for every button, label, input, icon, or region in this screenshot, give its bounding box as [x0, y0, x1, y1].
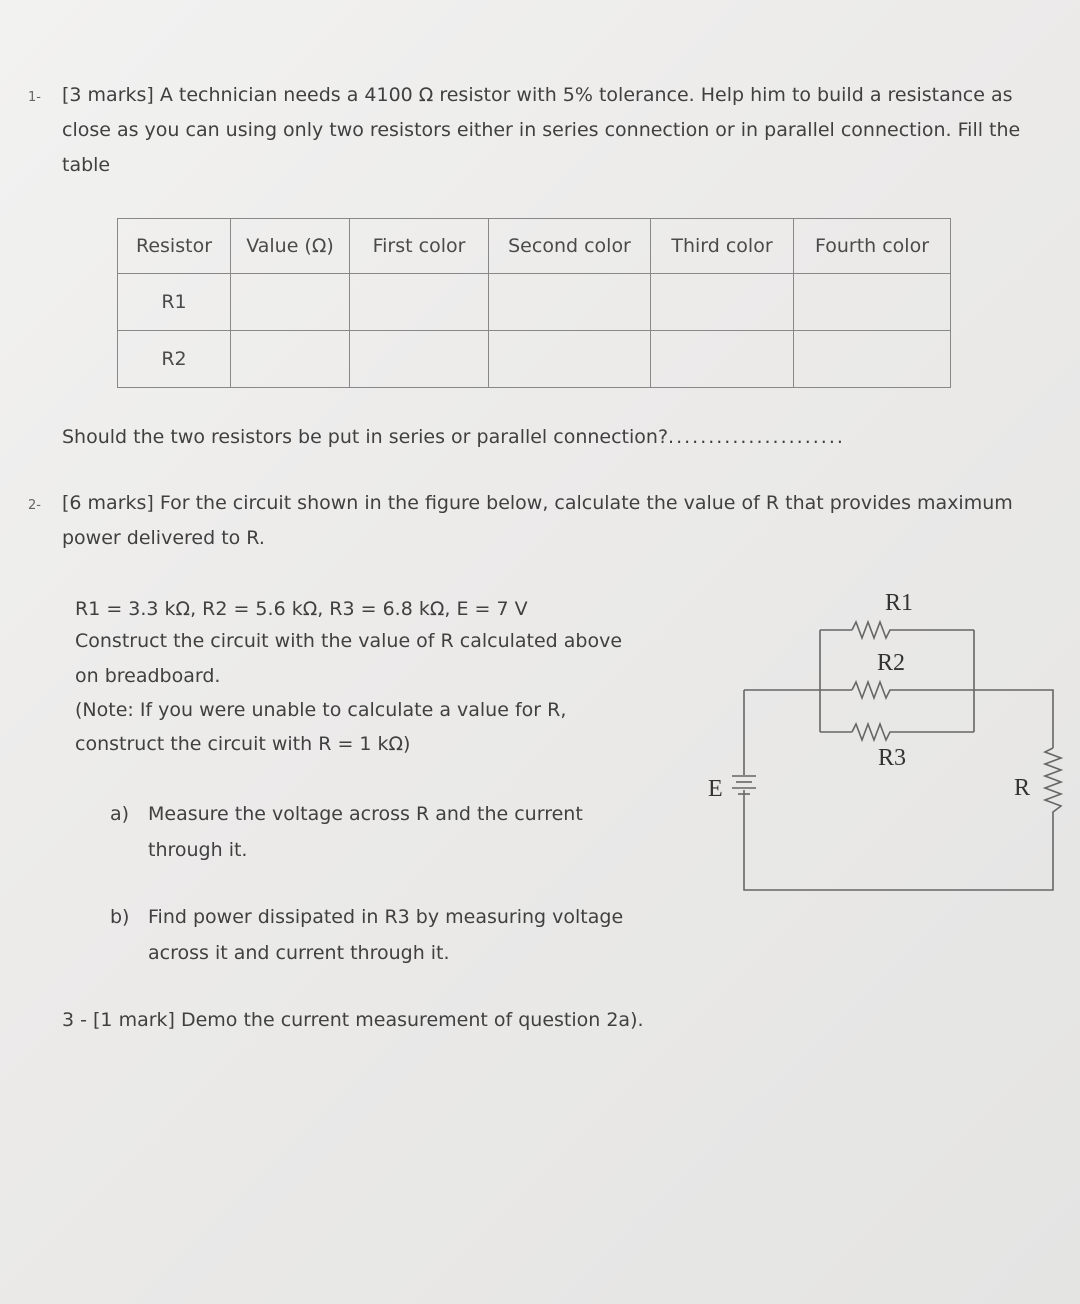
question-1-line-1: [3 marks] A technician needs a 4100 Ω resistor with 5% tolerance. Help him to build a resistance as: [62, 84, 1013, 106]
question-1-line-2: close as you can using only two resistors either in series connection or in parallel connection. Fill the: [62, 119, 1021, 141]
cell-resistor-name: R2: [118, 331, 231, 388]
note-line-2: construct the circuit with R = 1 kΩ): [75, 733, 411, 755]
label-r1: R1: [885, 590, 914, 616]
part-b-marker: b): [110, 906, 130, 928]
part-a-line-1: Measure the voltage across R and the current: [148, 803, 583, 825]
header-fourth-color: Fourth color: [794, 219, 951, 274]
label-r3: R3: [878, 745, 907, 771]
circuit-wire-right-top: [974, 690, 1053, 748]
question-3: 3 - [1 mark] Demo the current measurement of question 2a).: [62, 1009, 644, 1031]
part-a-line-2: through it.: [148, 839, 248, 861]
answer-blank[interactable]: ......................: [668, 426, 845, 448]
header-resistor: Resistor: [118, 219, 231, 274]
part-a-marker: a): [110, 803, 130, 825]
label-r: R: [1014, 775, 1031, 801]
header-third-color: Third color: [651, 219, 794, 274]
question-1-number: 1-: [28, 90, 41, 105]
circuit-wire-left-bottom: [744, 790, 1053, 890]
cell-resistor-name: R1: [118, 274, 231, 331]
question-2-line-2: power delivered to R.: [62, 527, 265, 549]
header-first-color: First color: [350, 219, 489, 274]
label-e: E: [708, 776, 723, 802]
label-r2: R2: [877, 650, 906, 676]
construct-instruction-line-2: on breadboard.: [75, 665, 221, 687]
header-value: Value (Ω): [231, 219, 350, 274]
question-2-number: 2-: [28, 498, 41, 513]
r2-resistor: [852, 682, 974, 698]
r1-resistor: [852, 622, 974, 638]
note-line-1: (Note: If you were unable to calculate a value for R,: [75, 699, 567, 721]
r-load-resistor: [1045, 748, 1061, 820]
question-2-line-1: [6 marks] For the circuit shown in the figure below, calculate the value of R that provides maximum: [62, 492, 1013, 514]
question-1-line-3: table: [62, 154, 111, 176]
series-parallel-question-text: Should the two resistors be put in series or parallel connection?: [62, 426, 669, 448]
r3-resistor: [852, 724, 974, 740]
given-values: R1 = 3.3 kΩ, R2 = 5.6 kΩ, R3 = 6.8 kΩ, E = 7 V: [75, 598, 528, 620]
part-b-line-2: across it and current through it.: [148, 942, 450, 964]
construct-instruction-line-1: Construct the circuit with the value of R calculated above: [75, 630, 623, 652]
part-b-line-1: Find power dissipated in R3 by measuring voltage: [148, 906, 624, 928]
header-second-color: Second color: [489, 219, 651, 274]
